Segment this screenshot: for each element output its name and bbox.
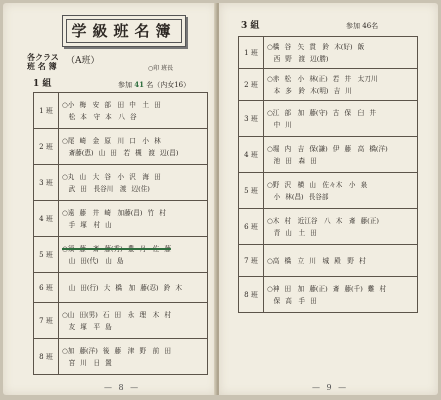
member-line: 手 塚 村 山 [62, 220, 112, 229]
member-line: ○江 部 加 藤(守) 古 保 臼 井 [267, 108, 376, 117]
member-line: ○尾 崎 金 原 川 口 小 林 [62, 136, 161, 145]
class-number-right: 3 組 [241, 21, 260, 31]
group-label: 1 班 [34, 93, 59, 129]
member-line: ○小 梅 安 部 田 中 土 田 [62, 100, 161, 109]
group-label: 3 班 [239, 101, 264, 137]
participants-label: 参加 [118, 81, 132, 89]
member-line: 山 田(行) 大 橋 加 藤(忍) 鈴 木 [62, 283, 182, 292]
table-row [34, 93, 208, 129]
table-row [239, 209, 418, 245]
group-label: 8 班 [239, 277, 264, 313]
subtitle-a-group: （A班） [66, 56, 100, 66]
participants-label: 参加 [346, 22, 360, 30]
leader-mark-note: ○印 班長 [148, 65, 174, 72]
table-row [239, 137, 418, 173]
member-line: 友 塚 平 島 [62, 322, 112, 331]
member-line: ○野 沢 横 山 佐々木 小 泉 [267, 180, 368, 189]
group-label: 2 班 [34, 129, 59, 165]
table-row [239, 245, 418, 277]
member-line: ○木 村 近江谷 八 木 斎 藤(正) [267, 216, 379, 225]
group-label: 2 班 [239, 69, 264, 101]
roster-title-box [62, 15, 186, 47]
page-number-right: — 9 — [312, 383, 349, 392]
table-row [34, 339, 208, 375]
class-number-left: 1 組 [33, 79, 52, 89]
roster-title: 学級班名簿 [66, 19, 182, 43]
participants-value: 46名 [362, 22, 379, 30]
member-line: 武 田 長谷川 渡 辺(住) [62, 184, 150, 193]
member-line: 中 川 [267, 120, 292, 129]
table-row [239, 101, 418, 137]
table-row [34, 129, 208, 165]
group-label: 4 班 [34, 201, 59, 237]
table-row [34, 201, 208, 237]
member-line: 小 林(昌) 長谷部 [267, 192, 329, 201]
table-row [239, 277, 418, 313]
member-line: 斎藤(恵) 山 田 若 槻 渡 辺(昌) [62, 148, 179, 157]
member-line: 松 本 守 本 八 谷 [62, 112, 137, 121]
group-label: 7 班 [239, 245, 264, 277]
class-label-line2: 班 名 簿 [27, 61, 57, 71]
member-line: ○高 橋 立 川 城 殿 野 村 [267, 256, 366, 265]
member-line: 青 山 土 田 [267, 228, 317, 237]
table-row [34, 303, 208, 339]
member-line: ○橋 谷 矢 貫 鈴 木(好) 飯 [267, 42, 365, 51]
member-line: ○遠 藤 井 崎 加藤(昌) 竹 村 [62, 208, 166, 217]
left-roster-table [33, 92, 208, 375]
member-line: 保 高 手 田 [267, 296, 317, 305]
member-line: ○加 藤(洋) 後 藤 津 野 前 田 [62, 346, 171, 355]
member-line: ○神 田 加 藤(正) 斎 藤(千) 難 村 [267, 284, 387, 293]
table-row [239, 37, 418, 69]
group-label: 5 班 [239, 173, 264, 209]
group-label: 3 班 [34, 165, 59, 201]
group-label: 5 班 [34, 237, 59, 273]
participants-right [346, 22, 378, 31]
member-line: 西 野 渡 辺(勝) [267, 54, 329, 63]
table-row [239, 173, 418, 209]
group-label: 8 班 [34, 339, 59, 375]
member-line: 池 田 森 田 [267, 156, 317, 165]
member-line: ○山 田(男) 石 田 永 理 木 村 [62, 310, 171, 319]
group-label: 6 班 [34, 273, 59, 303]
member-line: 山 田(代) 山 島 [62, 256, 124, 265]
group-label: 7 班 [34, 303, 59, 339]
page-number-left: — 8 — [104, 383, 141, 392]
participants-left [118, 80, 190, 90]
participants-handwritten: 41 [134, 80, 144, 89]
member-line: 本 多 鈴 木(明) 吉 川 [267, 86, 352, 95]
group-label: 6 班 [239, 209, 264, 245]
participants-note: 名（内女16） [146, 81, 191, 89]
member-line: ○丸 山 大 谷 小 沢 海 田 [62, 172, 161, 181]
table-row [34, 237, 208, 273]
member-line-edited: ○須 藤 斎 藤(秀) 豊 丹 佐 藤 [62, 244, 171, 253]
table-row [34, 273, 208, 303]
member-line: 宮 川 日 置 [62, 358, 112, 367]
table-row [239, 69, 418, 101]
group-label: 1 班 [239, 37, 264, 69]
table-row [34, 165, 208, 201]
right-roster-table [238, 36, 418, 313]
member-line: ○赤 松 小 林(正) 若 井 太刀川 [267, 74, 378, 83]
member-line: ○堀 内 吉 保(謙) 伊 藤 高 橋(洋) [267, 144, 388, 153]
group-label: 4 班 [239, 137, 264, 173]
class-label-line1: 各クラス [27, 52, 59, 62]
